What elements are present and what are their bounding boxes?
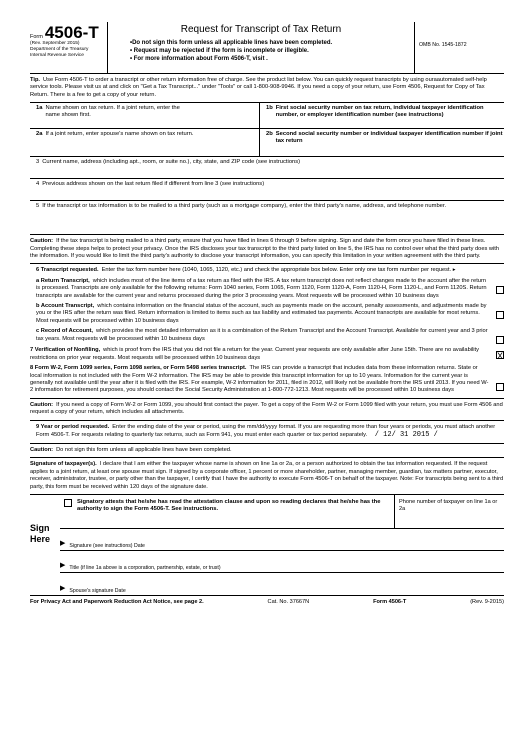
caution-sign-text: Do not sign this form unless all applicable lines have been completed. — [56, 447, 232, 454]
line-2a-label: If a joint return, enter spouse's name shown on tax return. — [45, 131, 194, 138]
omb-number: OMB No. 1545-1872 — [419, 42, 467, 48]
option-verification-nonfiling: 7 Verification of Nonfiling, which is proof from the IRS that you did not file a return for the year. Current year requests are only available after June 15th. There are no availability restrictions on prior year requests. Most requests will be processed within 10 business days X — [30, 347, 504, 362]
line-4-label: Previous address shown on the last return filed if different from line 3 (see instructions) — [42, 181, 265, 188]
phone-number-label: Phone number of taxpayer on line 1a or 2a — [399, 499, 498, 513]
form-title-block — [108, 22, 414, 73]
option-information-returns: 8 Form W-2, Form 1099 series, Form 1098 series, or Form 5498 series transcript. The IRS can provide a transcript that includes data from these information returns. State or local information is not included with the Form W-2 information. The IRS may be able to provide this transcript information for up to 10 years. Information for the current year is generally not available until the year after it is filed with the IRS. For example, W-2 information for 2011, filed in 2012, will likely not be available from the IRS until 2013. If you need W-2 information for retirement purposes, you should contact the Social Security Administration at 1-800-772-1213. Most requests will be processed within 10 business days — [30, 365, 504, 395]
spouse-signature-label: Spouse's signature Date — [69, 587, 126, 594]
option-record-of-account: c Record of Account, which provides the most detailed information as it is a combination of the Return Transcript and the Account Transcript. Available for current year and 3 prior tax years. Most requests will be processed within 10 business days — [30, 328, 504, 344]
line-5-label: If the transcript or tax information is to be mailed to a third party (such as a mortgage company), enter the third party's name, address, and telephone number. — [42, 203, 447, 210]
title-line-label: Title (if line 1a above is a corporation, partnership, estate, or trust) — [69, 564, 221, 571]
attestation-row — [60, 495, 504, 529]
tip-label: Tip. — [30, 77, 41, 83]
line-1a-label: Name shown on tax return. If a joint return, enter the name shown first. — [45, 105, 180, 119]
title-line[interactable] — [60, 551, 504, 573]
year-period-input[interactable]: / 12/ 31 2015 / — [374, 430, 438, 439]
instruction-bullet-2: • Request may be rejected if the form is incomplete or illegible. — [130, 47, 309, 54]
line-3-label: Current name, address (including apt., room, or suite no.), city, state, and ZIP code (see instructions) — [42, 159, 301, 166]
line-2b-field[interactable]: 2b Second social security number or individual taxpayer identification number if joint tax return — [260, 129, 504, 156]
instruction-bullet-3: • For more information about Form 4506-T, visit . — [130, 56, 268, 63]
line-2b-label: Second social security number or individual taxpayer identification number if joint tax return — [275, 131, 503, 145]
form-id-block — [30, 22, 108, 73]
caution-third-party: Caution: If the tax transcript is being mailed to a third party, ensure that you have filled in lines 6 through 9 before signing. Sign and date the form once you have filled in these lines. Completing these steps helps to protect your privacy. Once the IRS discloses your tax transcript to the third party listed on line 5, the IRS has no control over what the third party does with the information. If you would like to limit the third party's authority to disclose your transcript information, you can specify this limitation in your written agreement with the third party. — [30, 235, 504, 264]
form-word: Form — [30, 34, 43, 40]
signature-line-label: Signature (see instructions) Date — [69, 542, 145, 549]
line-2a-field[interactable]: 2a If a joint return, enter spouse's name shown on tax return. — [30, 129, 260, 156]
form-revision: (Rev. September 2015) — [30, 41, 80, 46]
information-returns-checkbox[interactable] — [496, 383, 504, 391]
return-transcript-checkbox[interactable] — [496, 286, 504, 294]
form-header — [30, 22, 504, 74]
form-page — [30, 22, 504, 606]
arrow-icon: ▶ — [60, 540, 66, 548]
checkbox-x-mark: X — [497, 351, 504, 362]
line-1a-field[interactable]: 1a Name shown on tax return. If a joint return, enter the name shown first. — [30, 103, 260, 128]
account-transcript-checkbox[interactable] — [496, 311, 504, 319]
arrow-icon: ▶ — [60, 562, 66, 570]
attestation-text: Signatory attests that he/she has read the attestation clause and upon so reading declares that he/she has the authority to sign the Form 4506-T. See instructions. — [77, 499, 381, 513]
attestation-checkbox[interactable] — [64, 499, 72, 507]
agency: Internal Revenue Service — [30, 52, 84, 58]
caution-w2-text: If you need a copy of Form W-2 or Form 1099, you should first contact the payer. To get a copy of the Form W-2 or Form 1099 filed with your return, you must use Form 4506 and request a copy of your return, which includes all attachments. — [30, 401, 503, 416]
footer-form-number: Form 4506-T — [373, 599, 407, 606]
signature-declaration: Signature of taxpayer(s). I declare that I am either the taxpayer whose name is shown on line 1a or 2a, or a person authorized to obtain the tax information requested. If the request applies to a joint return, at least one spouse must sign. If signed by a corporate officer, 1 percent or more shareholder, partner, managing member, guardian, tax matters partner, executor, receiver, administrator, trustee, or party other than the taxpayer, I certify that I have the authority to execute Form 4506-T on behalf of the taxpayer. Note: For transcripts being sent to a third party, this form must be received within 120 days of the signature date. — [30, 458, 504, 495]
sign-here-label: Sign Here — [30, 523, 51, 544]
tip-paragraph — [30, 74, 504, 103]
line-9-text: Enter the ending date of the year or period, using the mm/dd/yyyy format. If you are requesting more than four years or periods, you must attach another Form 4506-T. For requests relating to quarterly tax returns, such as Form 941, you must enter each quarter or tax period separately. — [36, 423, 496, 438]
caution-third-party-text: If the tax transcript is being mailed to a third party, ensure that you have filled in lines 6 through 9 before signing. Sign and date the form once you have filled in these lines. Completing these steps helps to protect your privacy. Once the IRS discloses your tax transcript to the third party listed on line 5, the IRS has no control over what the third party does with the information. If you would like to limit the third party's authority to disclose your transcript information, you can specify this limitation in your written agreement with the third party. — [30, 238, 500, 260]
line-3-field[interactable]: 3 Current name, address (including apt., room, or suite no.), city, state, and ZIP code (see instructions) — [30, 157, 504, 179]
line-9-label: 9 Year or period requested. — [36, 423, 110, 430]
line-6-label: 6 Transcript requested. — [36, 267, 99, 274]
privacy-notice: For Privacy Act and Paperwork Reduction Act Notice, see page 2. — [30, 599, 204, 606]
option-account-transcript: b Account Transcript, which contains information on the financial status of the account, such as payments made on the account, penalty assessments, and adjustments made by you or the IRS after the return was filed. Return information is limited to items such as tax liability and estimated tax payments. Account transcripts are available for most returns. Most requests will be processed within 10 business days — [30, 303, 504, 325]
line-5-field[interactable]: 5 If the transcript or tax information is to be mailed to a third party (such as a mortgage company), enter the third party's name, address, and telephone number. — [30, 201, 504, 235]
record-of-account-checkbox[interactable] — [496, 336, 504, 344]
spouse-signature-line[interactable] — [60, 573, 504, 595]
department: Department of the Treasury — [30, 46, 89, 52]
footer-revision: (Rev. 9-2015) — [470, 599, 504, 606]
form-footer — [30, 596, 504, 606]
instruction-bullet-1: •Do not sign this form unless all applicable lines have been completed. — [130, 39, 333, 46]
signature-line[interactable] — [60, 529, 504, 551]
arrow-icon: ▶ — [60, 585, 66, 593]
line-1b-label: First social security number on tax return, individual taxpayer identification number, or employer identification number (see instructions) — [275, 105, 484, 119]
year-period-section — [30, 421, 504, 445]
omb-block — [414, 22, 504, 73]
caution-sign: Caution: Do not sign this form unless all applicable lines have been completed. — [30, 444, 504, 458]
form-number: 4506-T — [44, 23, 99, 42]
line-1b-field[interactable]: 1b First social security number on tax return, individual taxpayer identification number, or employer identification number (see instructions) — [260, 103, 504, 128]
caution-w2-copy: Caution: If you need a copy of Form W-2 or Form 1099, you should first contact the payer. To get a copy of the Form W-2 or Form 1099 filed with your return, you must use Form 4506 and request a copy of your return, which includes all attachments. — [30, 399, 504, 421]
line-6-intro: Enter the tax form number here (1040, 1065, 1120, etc.) and check the appropriate box below. Enter only one tax form number per request. ▸ — [101, 267, 456, 274]
sign-here-block — [30, 495, 504, 596]
phone-number-field[interactable] — [394, 495, 504, 528]
tip-text: Use Form 4506-T to order a transcript or other return information free of charge. See the product list below. You can quickly request transcripts by using ouraautomated self-help service tools. Please visit us at and click on "Get a Tax Transcript..." under "Tools" or call 1-800-908-9946. If you need a copy of your return, use Form 4506, Request for Copy of Tax Return. There is a fee to get a copy of your return. — [30, 77, 487, 98]
catalog-number: Cat. No. 37667N — [267, 599, 310, 606]
form-title: Request for Transcript of Tax Return — [180, 24, 342, 35]
verification-nonfiling-checkbox[interactable] — [496, 351, 504, 362]
transcript-requested-section — [30, 264, 504, 398]
signature-declaration-text: I declare that I am either the taxpayer whose name is shown on line 1a or 2a, or a person authorized to obtain the tax information requested. If the request applies to a joint return, at least one spouse must sign. If signed by a corporate officer, 1 percent or more shareholder, partner, managing member, guardian, tax matters partner, executor, receiver, administrator, trustee, or party other than the taxpayer, I certify that I have the authority to execute Form 4506-T on behalf of the taxpayer. Note: For transcripts being sent to a third party, this form must be received within 120 days of the signature date. — [30, 461, 504, 490]
line-4-field[interactable]: 4 Previous address shown on the last return filed if different from line 3 (see instructions) — [30, 179, 504, 201]
line-2-row — [30, 129, 504, 157]
option-return-transcript: a Return Transcript, which includes most of the line items of a tax return as filed with the IRS. A tax return transcript does not reflect changes made to the account after the return is processed. Transcripts are only available for the following returns: Form 1040 series, Form 1065, Form 1120, Form 1120-A, Form 1120-H, Form 1120-L, and Form 1120S. Return transcripts are available for the current year and returns processed during the prior 3 processing years. Most requests will be processed within 10 business days — [30, 278, 504, 300]
line-1-row — [30, 103, 504, 129]
